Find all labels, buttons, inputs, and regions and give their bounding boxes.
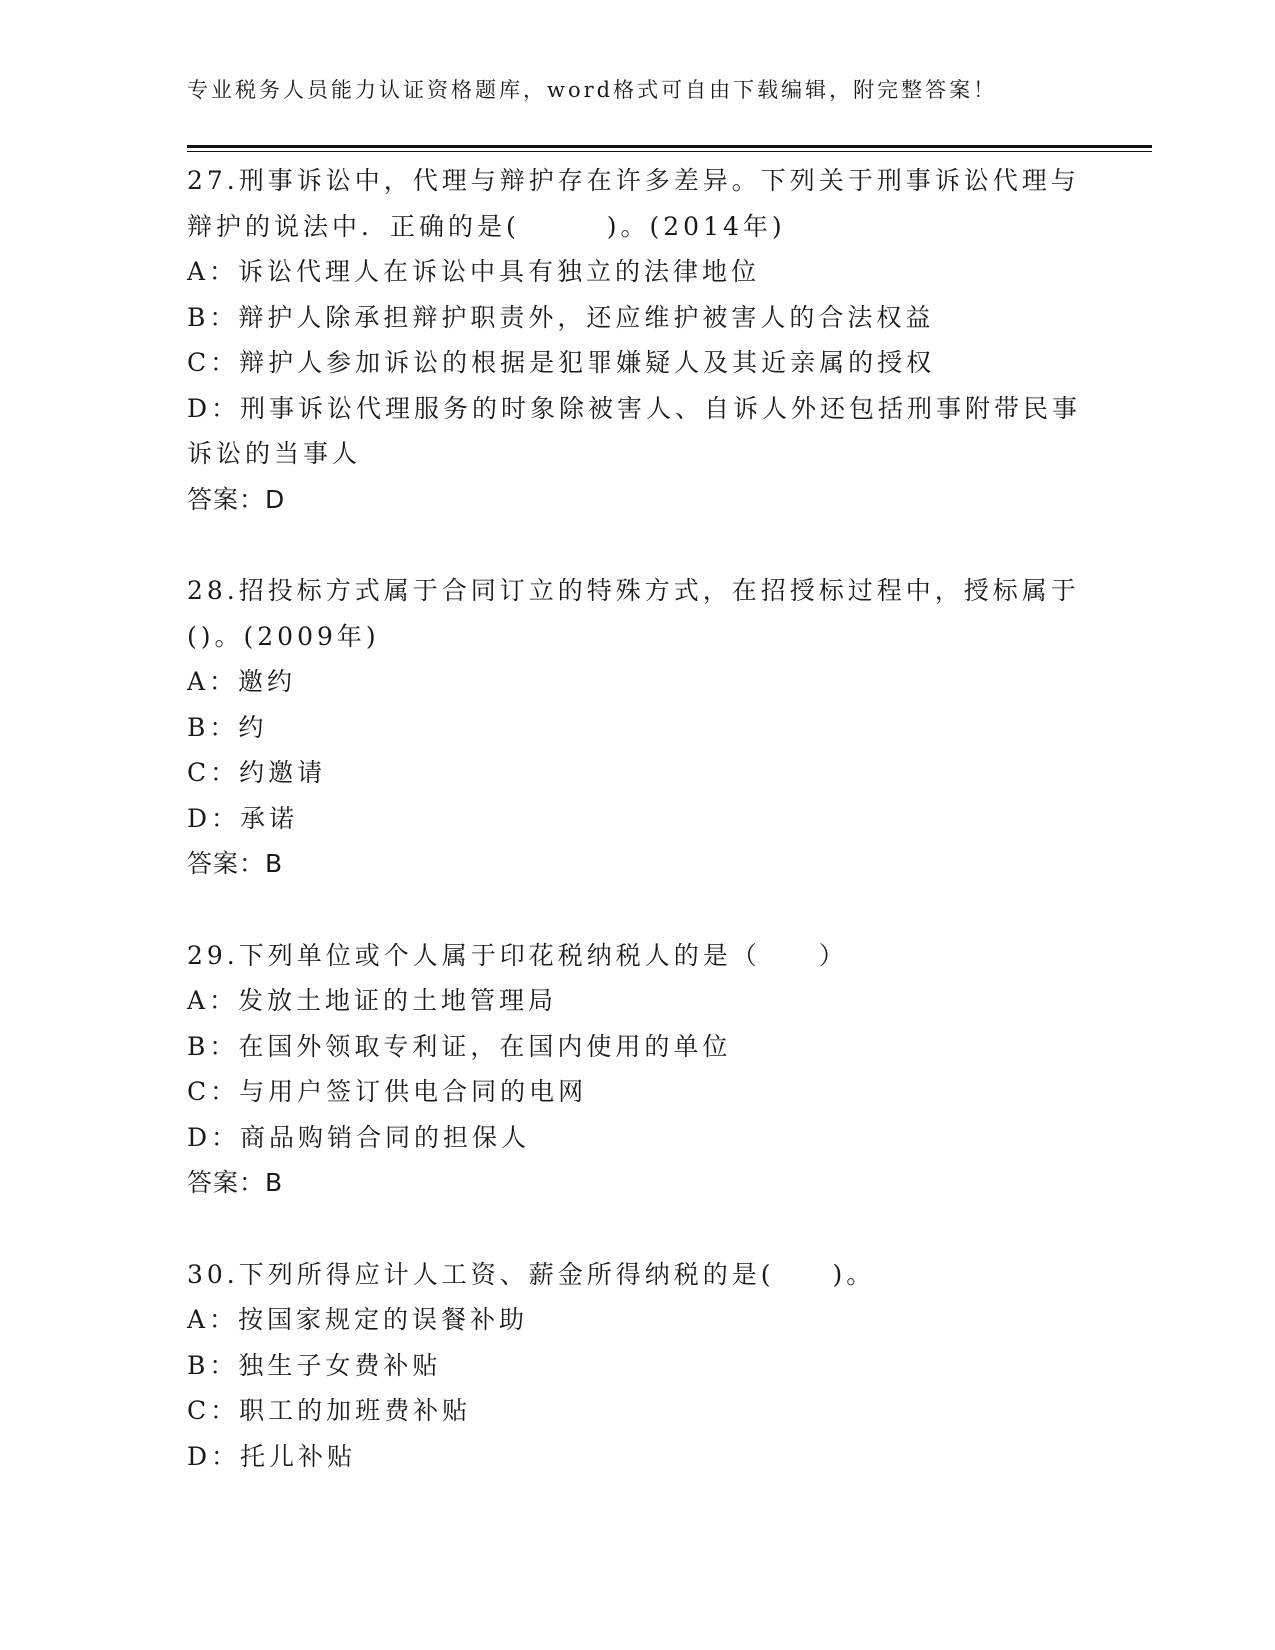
header-rule-thick — [187, 145, 1152, 148]
question-29 — [187, 933, 1087, 1206]
question-27 — [187, 158, 1087, 522]
answer-label: 答案：D — [187, 484, 286, 514]
question-list — [187, 158, 1087, 1525]
question-stem-line: 27.刑事诉讼中，代理与辩护存在许多差异。下列关于刑事诉讼代理与 — [187, 166, 1080, 195]
page-header: 专业税务人员能力认证资格题库，word格式可自由下载编辑，附完整答案！ — [187, 78, 998, 102]
option-c: C：约邀请 — [187, 758, 327, 787]
option-b: B：约 — [187, 712, 268, 742]
option-b: B：辩护人除承担辩护职责外，还应维护被害人的合法权益 — [187, 302, 935, 332]
option-d: D：商品购销合同的担保人 — [187, 1122, 531, 1152]
option-a: A：诉讼代理人在诉讼中具有独立的法律地位 — [187, 257, 761, 286]
option-d: D：刑事诉讼代理服务的时象除被害人、自诉人外还包括刑事附带民事 — [187, 393, 1082, 423]
question-stem-line: 30.下列所得应计人工资、薪金所得纳税的是( )。 — [187, 1259, 876, 1289]
option-c: C：辩护人参加诉讼的根据是犯罪嫌疑人及其近亲属的授权 — [187, 348, 936, 377]
option-a: A：发放土地证的土地管理局 — [187, 986, 558, 1015]
answer-label: 答案：B — [187, 1168, 284, 1197]
header-rule-thin — [187, 151, 1152, 152]
option-c: C：职工的加班费补贴 — [187, 1396, 472, 1425]
question-stem-line: 29.下列单位或个人属于印花税纳税人的是（ ） — [187, 940, 848, 970]
option-a: A：邀约 — [187, 667, 297, 696]
question-stem-line: 28.招投标方式属于合同订立的特殊方式，在招授标过程中，授标属于 — [187, 576, 1080, 605]
question-stem-line: 辩护的说法中．正确的是( )。(2014年) — [187, 211, 786, 241]
option-c: C：与用户签订供电合同的电网 — [187, 1077, 588, 1106]
question-stem-line: ()。(2009年) — [187, 621, 380, 651]
option-b: B：在国外领取专利证，在国内使用的单位 — [187, 1031, 732, 1061]
option-a: A：按国家规定的误餐补助 — [187, 1305, 529, 1334]
option-d: D：托儿补贴 — [187, 1441, 357, 1471]
option-d: D：承诺 — [187, 803, 299, 833]
question-30 — [187, 1252, 1087, 1480]
question-28 — [187, 568, 1087, 887]
answer-label: 答案：B — [187, 849, 284, 878]
option-b: B：独生子女费补贴 — [187, 1350, 442, 1380]
option-d-continued: 诉讼的当事人 — [187, 439, 362, 468]
